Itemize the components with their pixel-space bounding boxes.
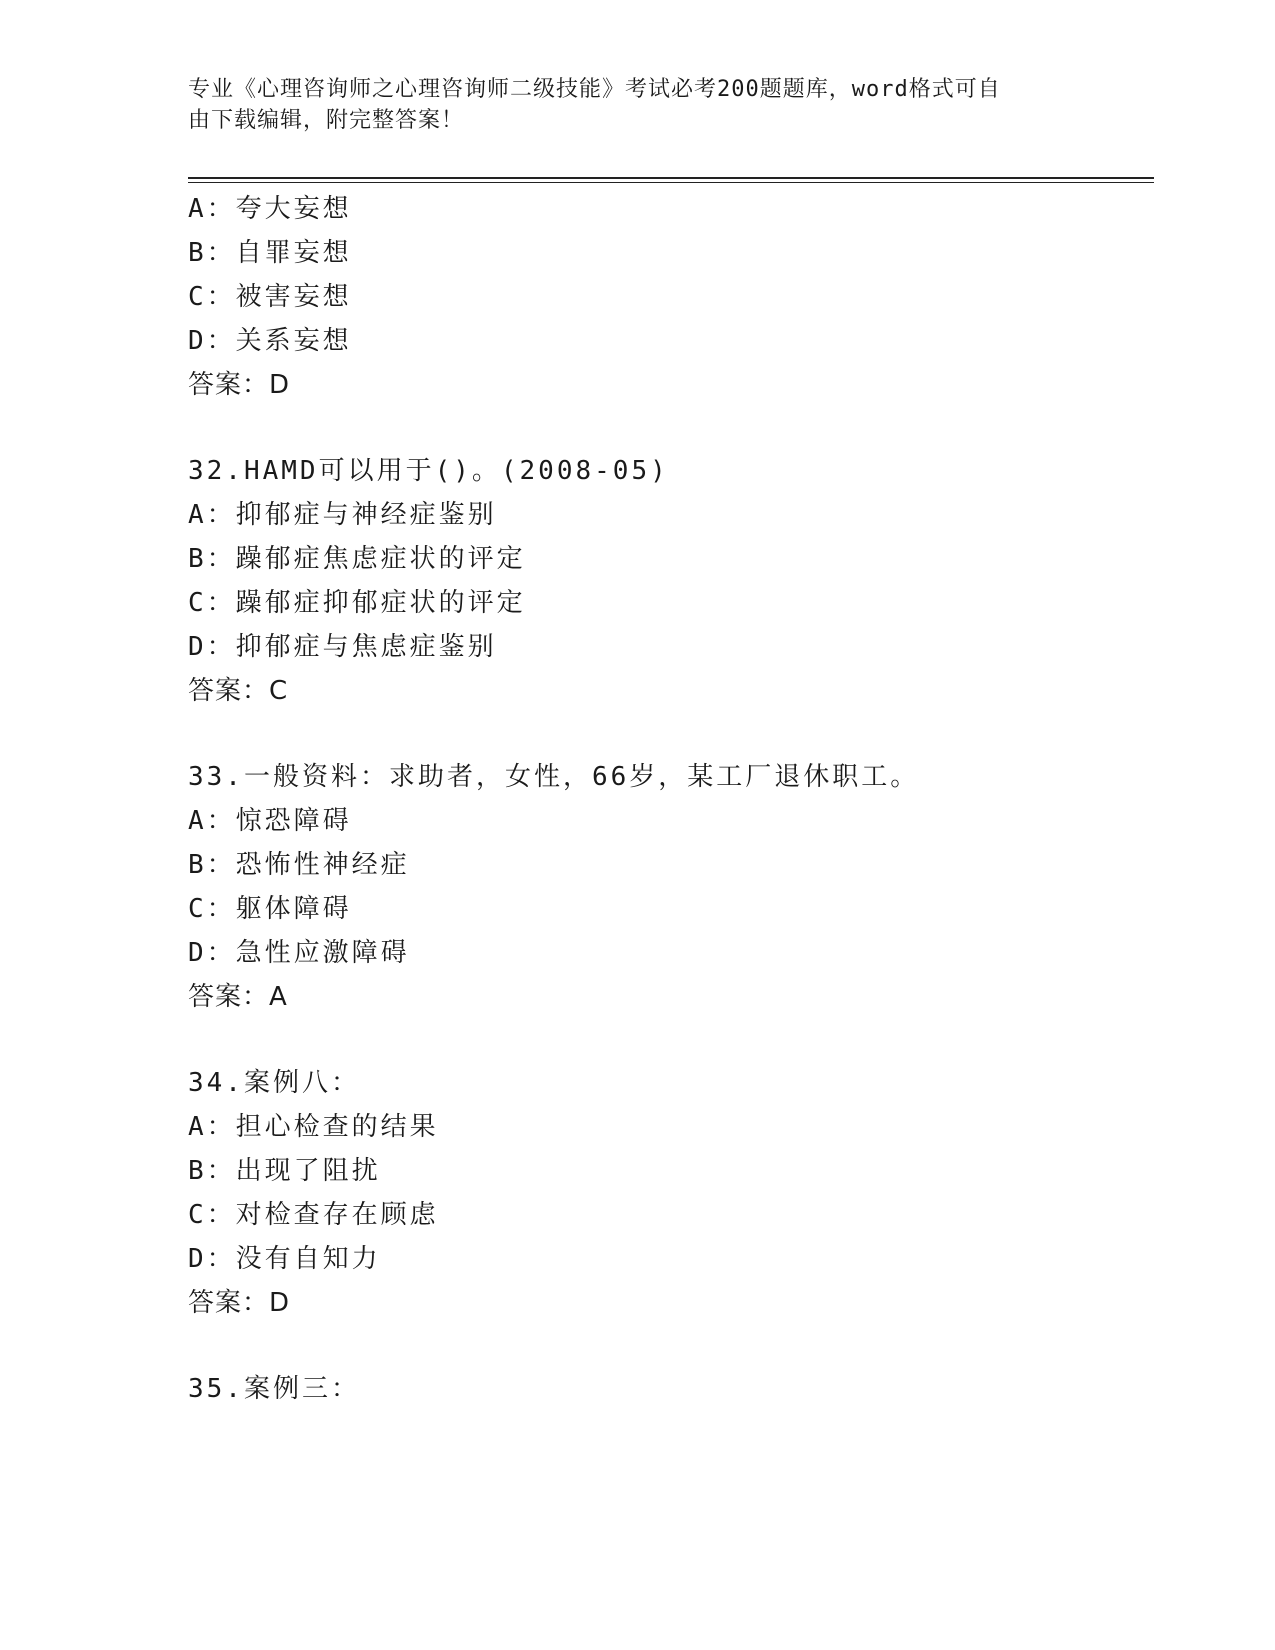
q31-answer: 答案：D <box>188 370 291 400</box>
q33-option-c: C：躯体障碍 <box>188 894 352 924</box>
q31-option-a: A：夸大妄想 <box>188 194 352 224</box>
q31-option-d: D：关系妄想 <box>188 326 352 356</box>
q34-option-b: B：出现了阻扰 <box>188 1156 381 1186</box>
q31-option-c: C：被害妄想 <box>188 282 352 312</box>
q34-option-a: A：担心检查的结果 <box>188 1112 439 1142</box>
header-divider <box>188 177 1154 183</box>
q34-stem: 34.案例八： <box>188 1068 360 1098</box>
q32-answer: 答案：C <box>188 676 289 706</box>
q35-stem: 35.案例三： <box>188 1374 360 1404</box>
q33-option-b: B：恐怖性神经症 <box>188 850 410 880</box>
q34-answer: 答案：D <box>188 1288 291 1318</box>
q33-option-a: A：惊恐障碍 <box>188 806 352 836</box>
q32-option-a: A：抑郁症与神经症鉴别 <box>188 500 497 530</box>
header-line-2: 由下载编辑，附完整答案！ <box>188 108 465 133</box>
header-line-1: 专业《心理咨询师之心理咨询师二级技能》考试必考200题题库，word格式可自 <box>188 77 1001 102</box>
q34-option-c: C：对检查存在顾虑 <box>188 1200 439 1230</box>
q33-stem: 33.一般资料：求助者，女性，66岁，某工厂退休职工。 <box>188 762 920 792</box>
document-header <box>188 74 1068 136</box>
q32-option-b: B：躁郁症焦虑症状的评定 <box>188 544 526 574</box>
q33-option-d: D：急性应激障碍 <box>188 938 410 968</box>
q33-answer: 答案：A <box>188 982 288 1012</box>
q34-option-d: D：没有自知力 <box>188 1244 381 1274</box>
q32-option-d: D：抑郁症与焦虑症鉴别 <box>188 632 497 662</box>
q32-option-c: C：躁郁症抑郁症状的评定 <box>188 588 526 618</box>
q31-option-b: B：自罪妄想 <box>188 238 352 268</box>
q32-stem: 32.HAMD可以用于()。(2008-05) <box>188 456 669 486</box>
